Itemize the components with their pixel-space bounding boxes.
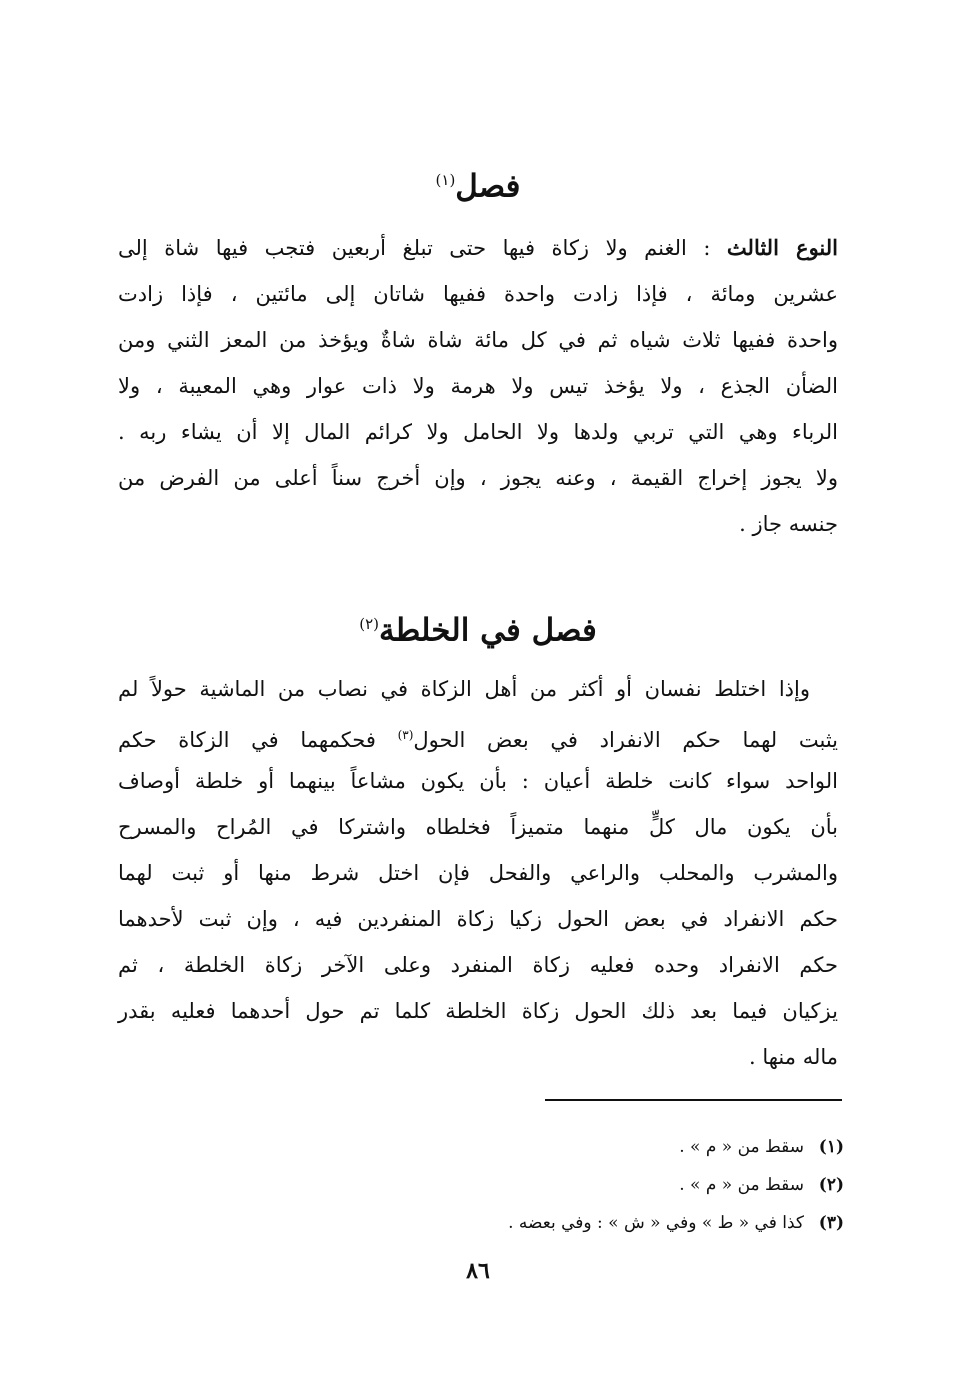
text-line: ولا يجوز إخراج القيمة ، وعنه يجوز ، وإن أخرج سناً أعلى من الفرض من [118,466,838,490]
footnote-text: كذا في « ط » وفي « ش » : وفي بعضه . [508,1213,804,1233]
text-line: حكم الانفراد في بعض الحول زكيا زكاة المنفردين فيه ، وإن ثبت لأحدهما [118,907,838,931]
paragraph-1 [118,225,838,547]
text-line: الواحد سواء كانت خلطة أعيان : بأن يكون مشاعاً بينهما أو خلطة أوصاف [118,769,838,793]
text-line: وإذا اختلط نفسان أو أكثر من أهل الزكاة في نصاب من الماشية حولاً لم [118,677,810,701]
footnote-ref: (٢) [359,615,379,633]
footnote-text: سقط من « م » . [679,1137,804,1157]
text-segment: يثبت لهما حكم الانفراد في بعض الحول [413,728,838,752]
footnote [300,1166,844,1204]
text-line: والمشرب والمحلب والراعي والفحل فإن اختل شرط منها أو ثبت لهما [118,861,838,885]
text-line [118,712,838,758]
text-line: حكم الانفراد وحده فعليه زكاة المنفرد وعلى الآخر زكاة الخلطة ، ثم [118,953,838,977]
footnote-ref: (٣) [397,728,414,742]
section-title: فصل في الخلطة [378,612,597,649]
footnote [300,1128,844,1166]
text-line: بأن يكون مال كلٍّ منهما متميزاً فخلطاه واشتركا في المُراح والمسرح [118,815,838,839]
text-line: جنسه جاز . [739,512,838,536]
footnote-number: (٣) [818,1213,844,1233]
section-title: فصل [455,168,521,205]
text-segment: فحكمهما في الزكاة حكم [118,728,398,752]
text-segment: : الغنم ولا زكاة فيها حتى تبلغ أربعين فتجب فيها شاة إلى [118,236,727,260]
section-heading-2 [0,602,956,652]
page-number: ٨٦ [466,1258,490,1284]
footnote [300,1204,844,1242]
text-line: عشرين ومائة ، فإذا زادت واحدة ففيها شاتان إلى مائتين ، فإذا زادت [118,282,838,306]
lead-term: النوع الثالث [726,235,838,260]
footnote-ref: (١) [435,171,456,189]
text-line: الرباء وهي التي تربي ولدها ولا الحامل ولا كرائم المال إلا أن يشاء ربه . [118,420,838,444]
text-line: واحدة ففيها ثلاث شياه ثم في كل مائة شاة شاةٌ ويؤخذ من المعز الثني ومن [118,328,838,352]
section-heading-1 [0,158,956,208]
text-line: يزكيان فيما بعد ذلك الحول زكاة الخلطة كلما تم حول أحدهما فعليه بقدر [118,999,838,1023]
text-line: الضأن الجذع ، ولا يؤخذ تيس ولا هرمة ولا ذات عوار وهي المعيبة ، ولا [118,374,838,398]
footnote-number: (١) [818,1137,844,1157]
footnotes [300,1128,844,1242]
footnote-number: (٢) [818,1175,844,1195]
footnote-text: سقط من « م » . [679,1175,804,1195]
text-line: ماله منها . [749,1045,838,1069]
text-line [118,225,838,271]
footnote-separator [545,1099,842,1101]
paragraph-2 [118,666,838,1080]
